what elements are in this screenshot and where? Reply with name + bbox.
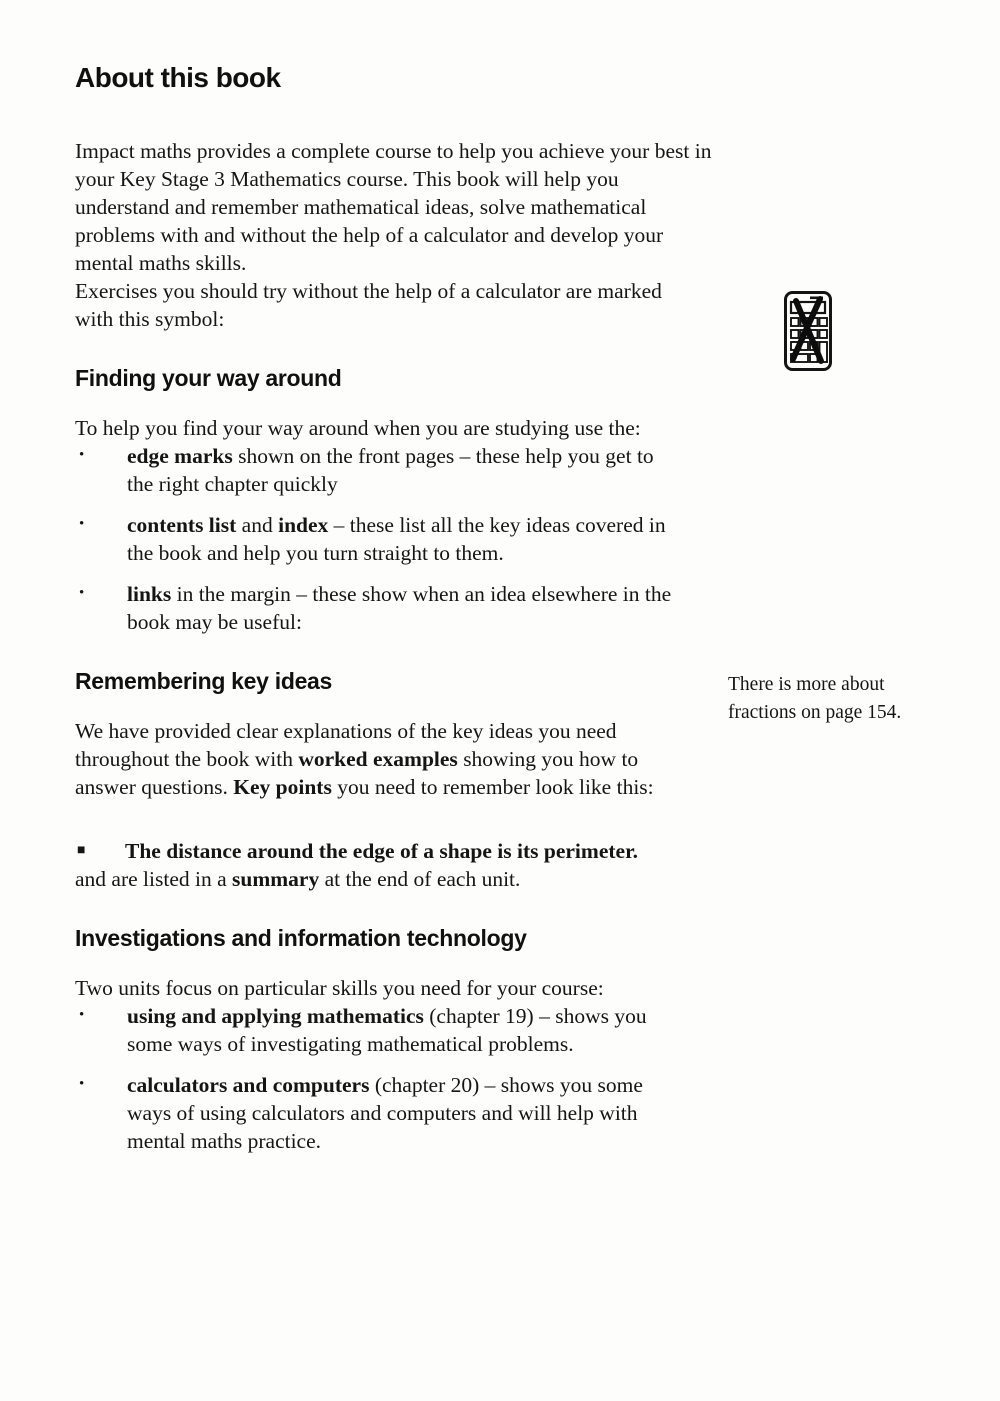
investigations-lead-paragraph: Two units focus on particular skills you need for your course: — [75, 976, 604, 1000]
key-point-text: The distance around the edge of a shape is its perimeter. — [125, 839, 639, 863]
section-heading-finding: Finding your way around — [75, 365, 342, 391]
bullet-icon: • — [79, 1007, 85, 1023]
bullet-icon: • — [79, 516, 85, 532]
summary-paragraph: and are listed in a summary at the end of each unit. — [75, 867, 521, 891]
bullet-text: using and applying mathematics (chapter 19) – shows you some ways of investigating mathematical problems. — [127, 1004, 647, 1056]
intro-paragraph: Impact maths provides a complete course to help you achieve your best in your Key Stage 3 Mathematics course. This book will help you understand and remember mathematical ideas, solve mathematical problems with and without the help of a calculator and develop your mental maths skills. — [75, 139, 712, 275]
list-item — [75, 442, 740, 498]
list-item — [75, 580, 740, 636]
bullet-icon: • — [79, 1076, 85, 1092]
exercises-paragraph: Exercises you should try without the help of a calculator are marked with this symbol: — [75, 279, 662, 331]
bullet-text: edge marks shown on the front pages – these help you get to the right chapter quickly — [127, 444, 654, 496]
remembering-paragraph: We have provided clear explanations of the key ideas you need throughout the book with worked examples showing you how to answer questions. Key points you need to remember look like this: — [75, 719, 654, 799]
finding-lead-paragraph: To help you find your way around when you are studying use the: — [75, 416, 641, 440]
investigations-bullet-list — [75, 1002, 740, 1155]
bullet-text: links in the margin – these show when an idea elsewhere in the book may be useful: — [127, 582, 672, 634]
bullet-icon: • — [79, 447, 85, 463]
list-item — [75, 1071, 740, 1155]
main-text-column — [75, 62, 740, 1168]
page-title: About this book — [75, 62, 281, 93]
square-bullet-icon: ■ — [77, 843, 86, 858]
section-heading-investigations: Investigations and information technology — [75, 925, 527, 951]
list-item — [75, 511, 740, 567]
section-heading-remembering: Remembering key ideas — [75, 668, 333, 694]
list-item — [75, 1002, 740, 1058]
finding-bullet-list — [75, 442, 740, 636]
bullet-text: contents list and index – these list all the key ideas covered in the book and help you turn straight to them. — [127, 513, 666, 565]
bullet-icon: • — [79, 585, 85, 601]
no-calculator-icon — [783, 290, 833, 372]
key-point — [75, 837, 740, 865]
bullet-text: calculators and computers (chapter 20) – shows you some ways of using calculators and computers and will help with mental maths practice. — [127, 1073, 643, 1153]
margin-note: There is more about fractions on page 154. — [728, 674, 902, 723]
